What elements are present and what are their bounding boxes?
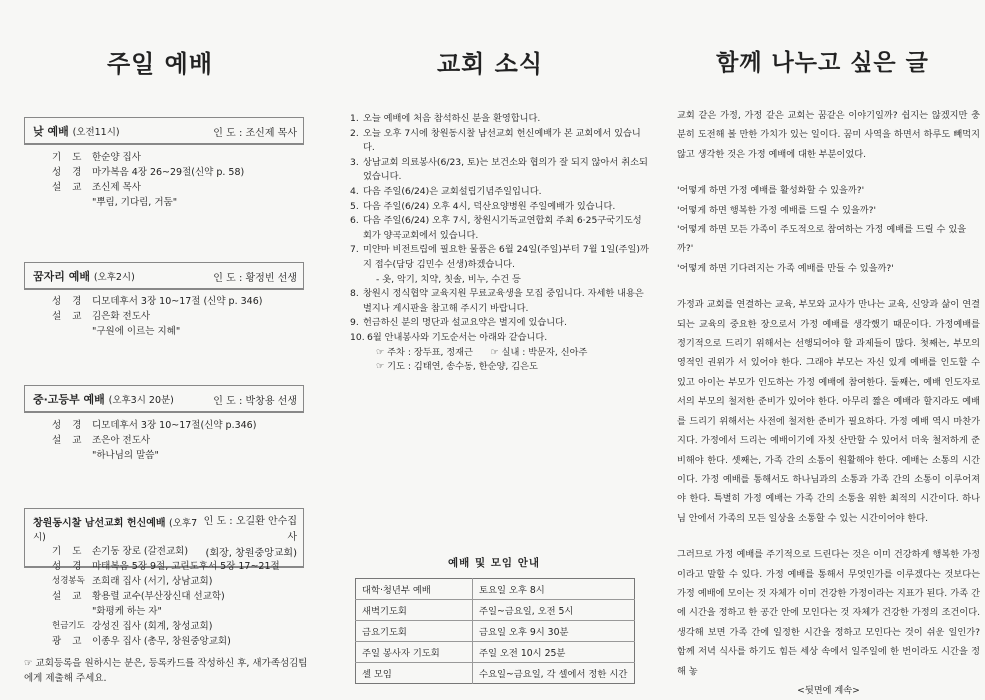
schedule-time: 주일 오전 10시 25분 xyxy=(473,642,635,663)
news-item xyxy=(350,360,650,375)
order-value: 손기동 장로 (갈전교회) xyxy=(92,546,189,557)
order-label: 성 경 xyxy=(52,420,86,431)
order-label xyxy=(24,604,92,619)
order-value: 디모데후서 3장 10~17절(신약 p.346) xyxy=(92,420,257,431)
news-number: 1. xyxy=(350,113,359,124)
noon-worship-time: (오전11시) xyxy=(72,127,120,138)
order-value: 황용렬 교수(부산장신대 선교학) xyxy=(92,591,225,602)
news-item xyxy=(350,127,650,156)
order-label xyxy=(24,448,92,463)
schedule-table xyxy=(355,578,635,684)
order-label xyxy=(24,324,92,339)
news-number: 9. xyxy=(350,317,359,329)
news-column xyxy=(330,0,650,697)
news-list xyxy=(350,112,650,375)
schedule-name: 금요기도회 xyxy=(356,621,473,642)
news-text: 헌금하신 분의 명단과 설교요약은 별지에 있습니다. xyxy=(363,317,567,329)
news-text: 미얀마 비전트립에 필요한 물품은 6월 24일(주일)부터 7월 1일(주일)까지 접수(담당 김민수 선생)하겠습니다. xyxy=(363,244,649,270)
news-text: ☞ 기도 : 김태연, 송수동, 한순양, 김은도 xyxy=(376,361,538,373)
youth-worship-order xyxy=(24,418,314,463)
dream-worship-time: (오후2시) xyxy=(93,272,135,283)
youth-worship-name: 중·고등부 예배 xyxy=(33,393,105,406)
news-text: 상남교회 의료봉사(6/23, 토)는 보건소와 협의가 잘 되지 않아서 취소되었습니다. xyxy=(363,156,648,183)
order-label: 기 도 xyxy=(52,152,86,163)
news-item xyxy=(350,287,650,316)
order-label: 헌금기도 xyxy=(52,621,85,631)
schedule-row xyxy=(356,621,635,642)
news-number: 6. xyxy=(350,215,359,227)
order-row xyxy=(24,448,314,463)
continued-note: <뒷면에 계속> xyxy=(797,684,860,696)
mission-worship-order xyxy=(24,544,314,649)
noon-worship-leader: 인 도 : 조신제 목사 xyxy=(213,127,297,139)
news-number: 8. xyxy=(350,288,359,300)
schedule-row xyxy=(356,579,635,600)
order-value: 김은화 전도사 xyxy=(92,311,151,322)
order-label xyxy=(24,195,92,210)
order-row xyxy=(24,195,314,210)
essay-question: '어떻게 하면 모든 가족이 주도적으로 참여하는 가정 예배를 드릴 수 있을까?' xyxy=(677,224,967,255)
mission-worship-leader: 인 도 : 오길환 안수집사 xyxy=(203,516,297,543)
order-value: "뿌림, 기다림, 거둠" xyxy=(92,197,178,208)
noon-worship-header xyxy=(24,117,304,145)
order-value: 조신제 목사 xyxy=(92,182,141,193)
news-number: 10. xyxy=(350,331,365,343)
news-text: 다음 주일(6/24)은 교회설립기념주일입니다. xyxy=(363,185,542,197)
news-text: 오늘 오후 7시에 창원동시찰 남선교회 헌신예배가 본 교회에서 있습니다. xyxy=(363,127,641,154)
news-text: 다음 주일(6/24) 오후 7시, 창원시기독교연합회 주최 6·25구국기도성회가 양곡교회에서 있습니다. xyxy=(363,215,642,241)
news-text: - 옷, 악기, 치약, 칫솔, 비누, 수건 등 xyxy=(376,273,521,285)
order-row xyxy=(24,604,314,619)
news-number xyxy=(363,273,376,288)
order-row xyxy=(24,294,314,309)
schedule-title: 예배 및 모임 안내 xyxy=(448,557,540,569)
order-label: 설 교 xyxy=(52,311,86,322)
order-row xyxy=(24,433,314,448)
schedule-row xyxy=(356,600,635,621)
order-row xyxy=(24,309,314,324)
order-row xyxy=(24,559,314,574)
mission-worship-name: 창원동시찰 남선교회 헌신예배 xyxy=(33,518,166,529)
order-row xyxy=(24,619,314,634)
order-label: 성경봉독 xyxy=(52,576,85,586)
order-value: 조희래 집사 (서기, 상남교회) xyxy=(92,576,213,587)
news-item xyxy=(350,273,650,288)
order-row xyxy=(24,574,314,589)
registration-note: ☞ 교회등록을 원하시는 분은, 등록카드를 작성하신 후, 새가족섬김팀에게 제출해 주세요. xyxy=(24,658,308,684)
news-item xyxy=(350,112,650,127)
news-text: 오늘 예배에 처음 참석하신 분을 환영합니다. xyxy=(363,113,541,124)
youth-worship-header xyxy=(24,385,304,413)
news-text: 6월 안내봉사와 기도순서는 아래와 같습니다. xyxy=(367,331,548,343)
order-row xyxy=(24,150,314,165)
order-value: "하나님의 말씀" xyxy=(92,450,159,461)
mission-worship-time: (오후7시) xyxy=(33,518,198,543)
noon-worship-order xyxy=(24,150,314,210)
schedule-row xyxy=(356,642,635,663)
worship-title: 주일 예배 xyxy=(106,50,214,78)
essay-column xyxy=(660,0,985,697)
schedule-name: 새벽기도회 xyxy=(356,600,473,621)
news-item xyxy=(350,316,650,331)
essay-title: 함께 나누고 싶은 글 xyxy=(716,50,929,76)
order-value: 마가복음 4장 26~29절(신약 p. 58) xyxy=(92,167,245,178)
order-row xyxy=(24,634,314,649)
order-row xyxy=(24,165,314,180)
order-label: 성 경 xyxy=(52,296,86,307)
order-value: "구원에 이르는 지혜" xyxy=(92,326,181,337)
order-row xyxy=(24,589,314,604)
essay-paragraph: 가정과 교회를 연결하는 교육, 부모와 교사가 만나는 교육, 신앙과 삶이 연결되는 교육의 중요한 장으로서 가정 예배를 생각했기 때문이다. 가정예배를 정기적으로 드리기 위해서는 선행되어야 할 과제들이 많다. 첫째는, 부모의 영적인 권위가 서 있어야 한다. 그래야 부모는 자신 있게 예배를 인도할 수 있고 아이는 부모가 인도하는 가정 예배에 참여한다. 둘째는, 예배 인도자로서의 부모의 철저한 준비가 있어야 한다. 아무리 짧은 예배라 할지라도 예배를 드리기 위해서는 사전에 철저한 준비가 필요하다. 가정 예배 역시 마찬가지다. 가정에서 드리는 예배이기에 자칫 산만할 수 있어서 더욱 철저하게 준비해야 한다. 셋째는, 가족 간의 소통이 원활해야 한다. 예배는 소통의 시간이다. 가정 예배를 통해서도 하나님과의 소통과 가족 간의 소통이 이루어져야 한다. 특별히 가정 예배는 가족 간의 소통을 위한 최적의 시간이다. 하나님 안에서 가족의 모든 일상을 소통할 수 있는 시간이어야 한다. xyxy=(677,299,980,524)
schedule-name: 주일 봉사자 기도회 xyxy=(356,642,473,663)
order-label: 설 교 xyxy=(52,591,86,602)
essay-question: '어떻게 하면 행복한 가정 예배를 드릴 수 있을까?' xyxy=(677,204,876,216)
schedule-row xyxy=(356,663,635,684)
schedule-time: 토요일 오후 8시 xyxy=(473,579,635,600)
schedule-name: 대학·청년부 예배 xyxy=(356,579,473,600)
order-row xyxy=(24,324,314,339)
noon-worship-name: 낮 예배 xyxy=(33,125,69,138)
order-value: 이종우 집사 (총무, 창원중앙교회) xyxy=(92,636,231,647)
order-value: 디모데후서 3장 10~17절 (신약 p. 346) xyxy=(92,296,263,307)
schedule-name: 셀 모임 xyxy=(356,663,473,684)
news-number: 2. xyxy=(350,127,359,139)
news-number xyxy=(363,346,376,361)
news-text: 창원시 정식협약 교육지원 무료교육생을 모집 중입니다. 자세한 내용은 별지나 게시판을 참고해 주시기 바랍니다. xyxy=(363,288,644,314)
news-item xyxy=(350,331,650,346)
dream-worship-order xyxy=(24,294,314,339)
order-label: 성 경 xyxy=(52,561,86,572)
order-label: 기 도 xyxy=(52,546,86,557)
news-number: 5. xyxy=(350,200,359,212)
news-number xyxy=(363,360,376,375)
news-item xyxy=(350,185,650,200)
essay-question: '어떻게 하면 기다려지는 가족 예배를 만들 수 있을까?' xyxy=(677,262,894,274)
order-row xyxy=(24,418,314,433)
order-label: 설 교 xyxy=(52,435,86,446)
order-label: 성 경 xyxy=(52,167,86,178)
news-text: 다음 주일(6/24) 오후 4시, 덕산요양병원 주일예배가 있습니다. xyxy=(363,200,616,212)
news-item xyxy=(350,346,650,361)
news-number: 4. xyxy=(350,185,359,197)
news-number: 3. xyxy=(350,156,359,168)
schedule-time: 금요일 오후 9시 30분 xyxy=(473,621,635,642)
news-item xyxy=(350,214,650,243)
news-title: 교회 소식 xyxy=(436,50,544,78)
schedule-time: 주일~금요일, 오전 5시 xyxy=(473,600,635,621)
order-value: "화평케 하는 자" xyxy=(92,606,162,617)
news-item xyxy=(350,200,650,215)
news-item xyxy=(350,156,650,185)
worship-column xyxy=(0,0,320,697)
news-text: ☞ 주차 : 장두표, 정재근 ☞ 실내 : 박문자, 신아주 xyxy=(376,346,588,358)
essay-body xyxy=(677,106,980,700)
schedule-time: 수요일~금요일, 각 셀에서 정한 시간 xyxy=(479,669,628,680)
news-number: 7. xyxy=(350,244,359,256)
order-value: 한순양 집사 xyxy=(92,152,141,163)
order-row xyxy=(24,544,314,559)
news-item xyxy=(350,243,650,272)
order-row xyxy=(24,180,314,195)
dream-worship-name: 꿈자리 예배 xyxy=(33,270,90,283)
order-value: 조은아 전도사 xyxy=(92,435,151,446)
essay-question: '어떻게 하면 가정 예배를 활성화할 수 있을까?' xyxy=(677,185,865,197)
order-value: 마태복음 5장 9절, 고린도후서 5장 17~21절 xyxy=(92,561,280,572)
youth-worship-leader: 인 도 : 박창용 선생 xyxy=(213,395,297,407)
youth-worship-time: (오후3시 20분) xyxy=(108,395,174,406)
order-value: 강성진 집사 (회계, 창성교회) xyxy=(92,621,213,632)
dream-worship-leader: 인 도 : 황정빈 선생 xyxy=(213,272,297,284)
essay-paragraph: 그러므로 가정 예배를 주기적으로 드린다는 것은 이미 건강하게 행복한 가정이라고 말할 수 있다. 가정 예배를 통해서 무엇인가를 이루겠다는 것보다는 가정 예배에 모이는 것 자체가 이미 건강한 가정이라는 지표가 된다. 가족 간에 시간을 정하고 한 공간 안에 모인다는 것 자체가 건강한 가정의 조건이다. 생각해 보면 가족 간에 일정한 시간을 정하고 모인다는 것이 쉬운 일인가? 함께 저녁 식사를 하기도 힘든 세상 속에서 일주일에 한 번이라도 시간을 정해 놓 xyxy=(677,549,980,677)
essay-paragraph: 교회 같은 가정, 가정 같은 교회는 꿈같은 이야기일까? 쉽지는 않겠지만 충분히 도전해 볼 만한 가치가 있는 일이다. 꿈미 사역을 하면서 하루도 빼먹지 않고 생각한 것은 가정 예배에 대한 부분이었다. xyxy=(677,110,980,160)
dream-worship-header xyxy=(24,262,304,290)
order-label: 설 교 xyxy=(52,182,86,193)
order-label: 광 고 xyxy=(52,636,86,647)
mission-worship-leader-church: (회장, 창원중앙교회) xyxy=(205,548,297,559)
